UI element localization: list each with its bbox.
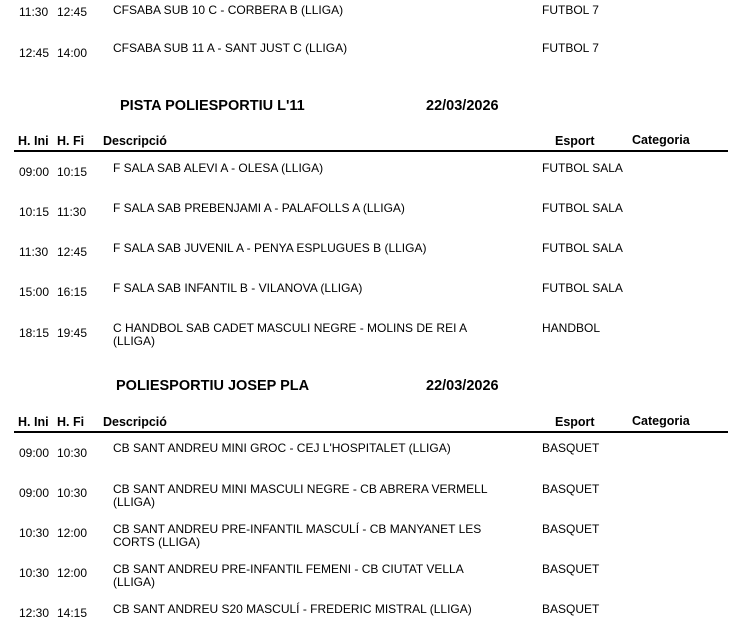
row-sport: BASQUET: [542, 441, 600, 455]
row-start-time: 09:00: [19, 446, 50, 460]
header-description: Descripció: [103, 415, 167, 429]
row-sport: BASQUET: [542, 562, 600, 576]
row-end-time: 14:00: [57, 46, 88, 60]
row-start-time: 11:30: [19, 245, 49, 259]
header-start-time: H. Ini: [18, 415, 49, 429]
venue-title: PISTA POLIESPORTIU L'11: [120, 98, 305, 114]
row-description: CB SANT ANDREU MINI MASCULI NEGRE - CB ABRERA VERMELL (LLIGA): [113, 482, 488, 509]
header-start-time: H. Ini: [18, 134, 49, 148]
row-description: F SALA SAB JUVENIL A - PENYA ESPLUGUES B (LLIGA): [113, 241, 427, 255]
row-end-time: 19:45: [57, 326, 88, 340]
row-description: CB SANT ANDREU PRE-INFANTIL FEMENI - CB CIUTAT VELLA (LLIGA): [113, 562, 464, 589]
row-sport: FUTBOL 7: [542, 3, 599, 17]
row-end-time: 11:30: [57, 205, 87, 219]
row-sport: BASQUET: [542, 482, 600, 496]
header-sport: Esport: [555, 415, 595, 429]
row-start-time: 10:15: [19, 205, 50, 219]
row-start-time: 10:30: [19, 566, 50, 580]
header-category: Categoria: [632, 414, 690, 428]
row-description: CFSABA SUB 10 C - CORBERA B (LLIGA): [113, 3, 344, 17]
row-end-time: 10:30: [57, 486, 88, 500]
venue-date: 22/03/2026: [426, 378, 499, 394]
row-start-time: 12:30: [19, 606, 50, 620]
row-sport: FUTBOL SALA: [542, 161, 623, 175]
header-sport: Esport: [555, 134, 595, 148]
row-description: F SALA SAB PREBENJAMI A - PALAFOLLS A (LLIGA): [113, 201, 405, 215]
row-description: CB SANT ANDREU PRE-INFANTIL MASCULÍ - CB MANYANET LES CORTS (LLIGA): [113, 522, 482, 549]
header-divider: [14, 431, 728, 433]
header-end-time: H. Fi: [57, 415, 85, 429]
row-start-time: 09:00: [19, 486, 50, 500]
row-end-time: 14:15: [57, 606, 88, 620]
row-end-time: 10:30: [57, 446, 88, 460]
header-category: Categoria: [632, 133, 690, 147]
row-start-time: 09:00: [19, 165, 50, 179]
row-end-time: 12:45: [57, 245, 88, 259]
row-sport: FUTBOL SALA: [542, 201, 623, 215]
header-end-time: H. Fi: [57, 134, 85, 148]
row-description: CFSABA SUB 11 A - SANT JUST C (LLIGA): [113, 41, 348, 55]
header-description: Descripció: [103, 134, 167, 148]
row-sport: BASQUET: [542, 602, 600, 616]
row-end-time: 16:15: [57, 285, 88, 299]
venue-date: 22/03/2026: [426, 98, 499, 114]
header-divider: [14, 150, 728, 152]
row-start-time: 10:30: [19, 526, 50, 540]
row-end-time: 12:00: [57, 566, 88, 580]
row-sport: FUTBOL 7: [542, 41, 599, 55]
row-sport: FUTBOL SALA: [542, 241, 623, 255]
row-start-time: 11:30: [19, 5, 49, 19]
row-sport: FUTBOL SALA: [542, 281, 623, 295]
row-description: F SALA SAB ALEVI A - OLESA (LLIGA): [113, 161, 324, 175]
row-start-time: 12:45: [19, 46, 50, 60]
row-sport: HANDBOL: [542, 321, 601, 335]
row-description: C HANDBOL SAB CADET MASCULI NEGRE - MOLINS DE REI A (LLIGA): [113, 321, 467, 348]
row-description: F SALA SAB INFANTIL B - VILANOVA (LLIGA): [113, 281, 363, 295]
row-start-time: 15:00: [19, 285, 50, 299]
row-start-time: 18:15: [19, 326, 50, 340]
row-end-time: 12:00: [57, 526, 88, 540]
row-sport: BASQUET: [542, 522, 600, 536]
row-description: CB SANT ANDREU S20 MASCULÍ - FREDERIC MISTRAL (LLIGA): [113, 602, 472, 616]
row-end-time: 10:15: [57, 165, 88, 179]
row-end-time: 12:45: [57, 5, 88, 19]
venue-title: POLIESPORTIU JOSEP PLA: [116, 378, 310, 394]
row-description: CB SANT ANDREU MINI GROC - CEJ L'HOSPITALET (LLIGA): [113, 441, 451, 455]
